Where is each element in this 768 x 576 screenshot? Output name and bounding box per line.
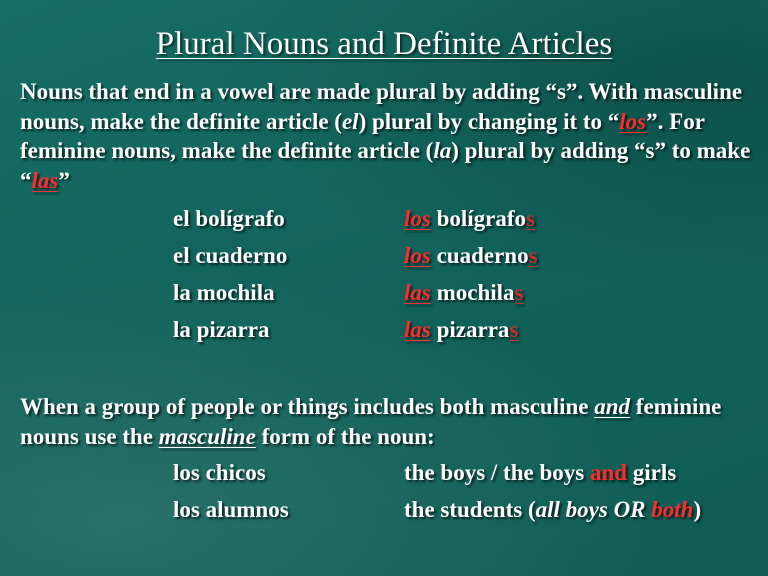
mixed-example-term: los alumnos bbox=[173, 497, 289, 522]
mixed-text-1: When a group of people or things includes both masculine bbox=[20, 394, 595, 419]
plural-stem: bolígrafo bbox=[436, 206, 527, 231]
intro-text-2: ) plural by changing it to “ bbox=[358, 108, 620, 134]
meaning-highlight: both bbox=[651, 497, 694, 522]
and-emphasis: and bbox=[594, 394, 631, 419]
masculine-emphasis: masculine bbox=[158, 423, 256, 449]
plural-article: las bbox=[404, 280, 431, 305]
intro-text-4: ) plural by adding “s” to make “ bbox=[20, 138, 751, 193]
plural-suffix: s bbox=[528, 243, 538, 268]
article-los: los bbox=[619, 108, 647, 134]
article-la: la bbox=[433, 138, 452, 163]
plural-article: los bbox=[404, 243, 431, 268]
mixed-example-term: los chicos bbox=[173, 460, 266, 485]
example-singular: la mochila bbox=[173, 280, 275, 305]
plural-article: los bbox=[404, 206, 431, 231]
article-el: el bbox=[341, 108, 359, 134]
mixed-group-paragraph bbox=[20, 392, 760, 451]
example-singular: el bolígrafo bbox=[173, 206, 285, 231]
mixed-text-3: form of the noun: bbox=[255, 423, 435, 449]
plural-stem: pizarra bbox=[436, 317, 510, 342]
plural-suffix: s bbox=[526, 206, 535, 231]
article-las: las bbox=[31, 167, 59, 193]
example-plural bbox=[404, 204, 535, 234]
example-plural bbox=[404, 315, 518, 345]
example-singular: la pizarra bbox=[173, 317, 270, 342]
mixed-example-meaning bbox=[404, 495, 701, 525]
plural-suffix: s bbox=[509, 317, 519, 342]
meaning-italic: all boys OR bbox=[535, 497, 652, 522]
plural-article: las bbox=[404, 317, 431, 342]
meaning-text: the students ( bbox=[404, 497, 536, 522]
meaning-text: girls bbox=[627, 460, 677, 485]
example-plural bbox=[404, 278, 524, 308]
meaning-text: the boys / the boys bbox=[404, 460, 590, 485]
meaning-highlight: and bbox=[589, 460, 628, 485]
mixed-example-meaning bbox=[404, 458, 676, 488]
plural-stem: cuaderno bbox=[436, 243, 529, 268]
slide-title: Plural Nouns and Definite Articles bbox=[155, 26, 613, 62]
example-plural bbox=[404, 241, 538, 271]
plural-stem: mochila bbox=[436, 280, 515, 305]
meaning-text: ) bbox=[693, 497, 702, 522]
intro-text-5: ” bbox=[58, 167, 70, 193]
mixed-text-2: feminine nouns use the bbox=[20, 394, 722, 449]
intro-text-1: Nouns that end in a vowel are made plural by adding “s”. With masculine nouns, make the definite article ( bbox=[20, 79, 743, 134]
intro-text-3: ”. For feminine nouns, make the definite article ( bbox=[20, 108, 705, 163]
intro-paragraph bbox=[20, 77, 760, 195]
example-singular: el cuaderno bbox=[173, 243, 288, 268]
plural-suffix: s bbox=[514, 280, 524, 305]
